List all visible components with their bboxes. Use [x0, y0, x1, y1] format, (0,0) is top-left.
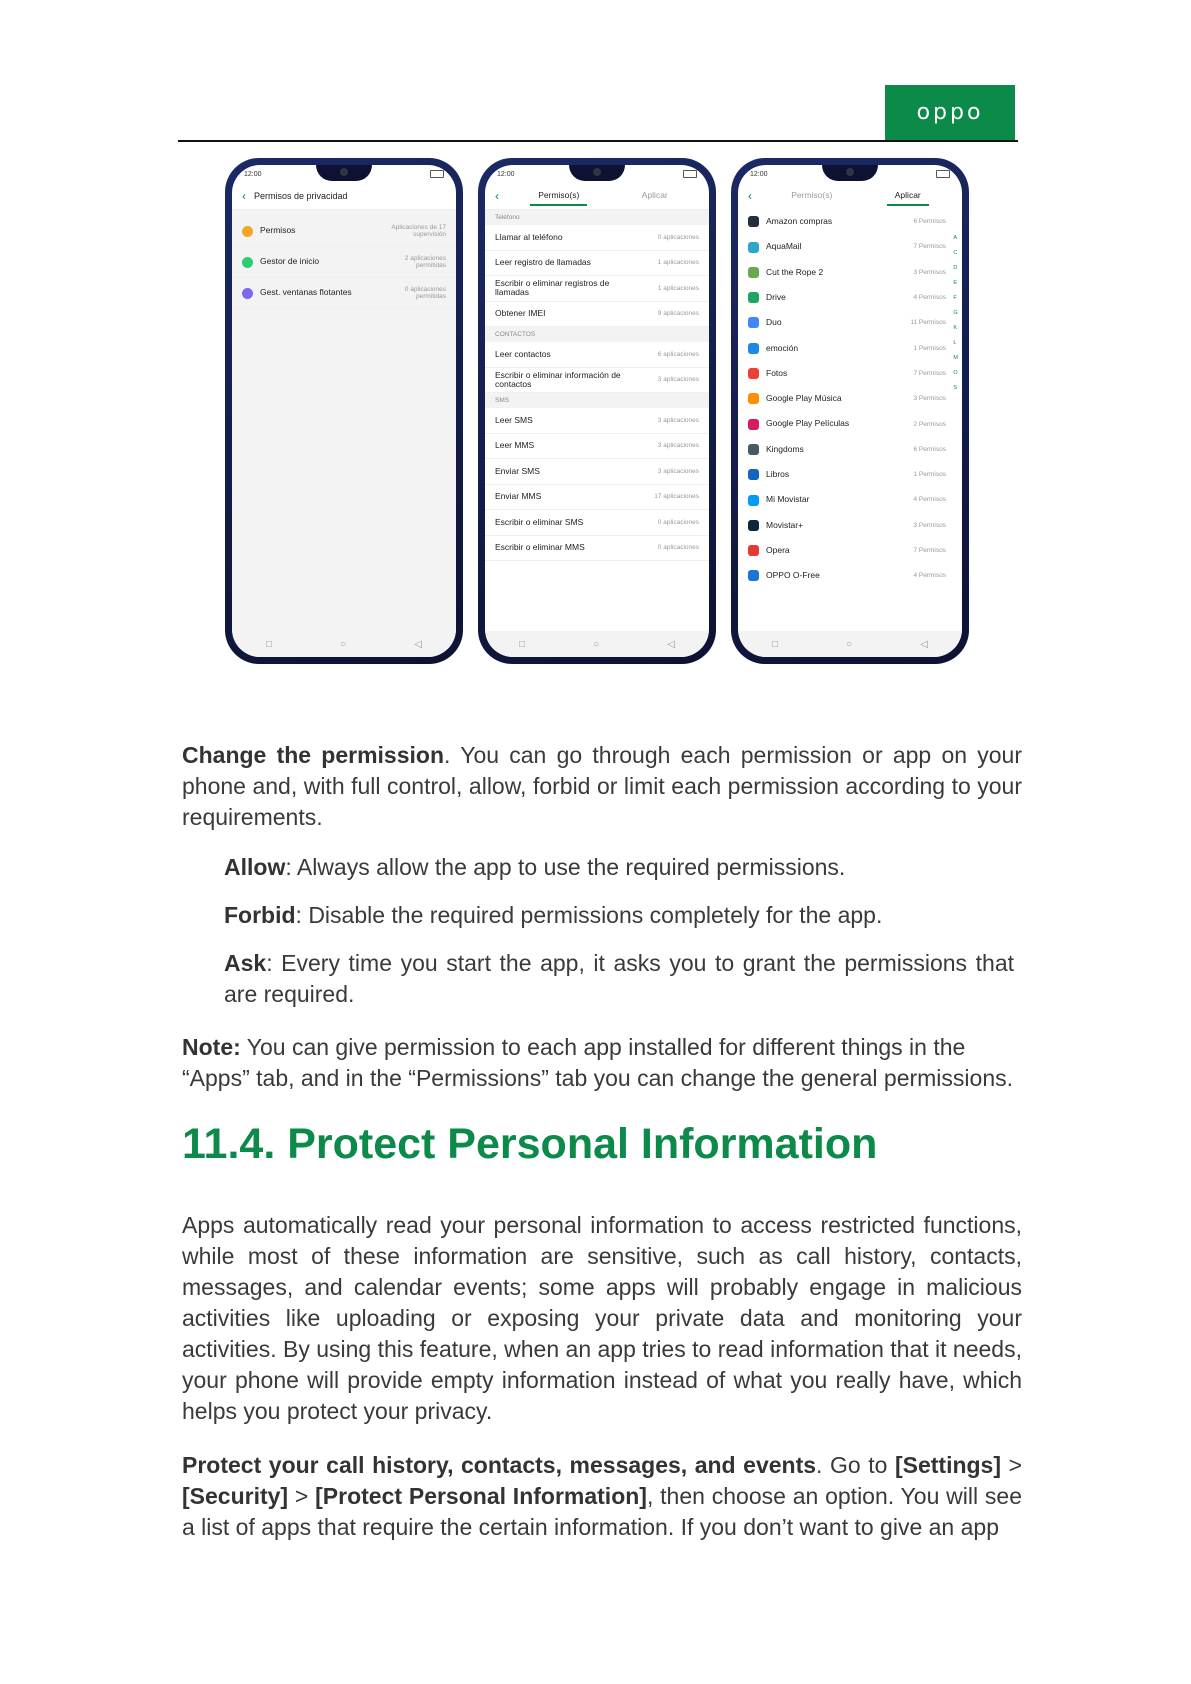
permission-row[interactable] — [485, 251, 709, 277]
alphabet-letter[interactable]: L — [953, 340, 957, 346]
status-time: 12:00 — [497, 170, 515, 178]
text: : Disable the required permissions completely for the app. — [295, 902, 883, 928]
app-icon — [748, 267, 759, 278]
app-row[interactable] — [738, 361, 962, 386]
page-title: Permisos de privacidad — [254, 191, 348, 201]
app-row[interactable] — [738, 513, 962, 538]
back-arrow-icon[interactable]: ‹ — [748, 189, 752, 203]
permission-row[interactable] — [485, 510, 709, 536]
title-bar — [232, 183, 456, 210]
app-row[interactable] — [738, 335, 962, 360]
phone-permission-list — [478, 158, 716, 664]
category-icon — [242, 257, 253, 268]
permission-count: 0 aplicaciones — [657, 544, 699, 552]
paragraph-change-permission — [182, 740, 1022, 833]
alphabet-letter[interactable]: M — [953, 355, 958, 361]
paragraph-ask — [224, 948, 1014, 1010]
app-icon — [748, 520, 759, 531]
app-icon — [748, 444, 759, 455]
app-permission-count: 6 Permisos — [913, 445, 946, 453]
app-label-wrap — [748, 520, 803, 531]
section-header: Teléfono — [485, 210, 709, 225]
app-name: Duo — [766, 317, 782, 328]
text: , then choose an option. You will see a list of apps that require the certain information. If you don’t want to give an app — [182, 1483, 1022, 1540]
paragraph-note — [182, 1032, 1022, 1094]
alphabet-letter[interactable]: G — [953, 310, 958, 316]
app-label-wrap — [748, 368, 787, 379]
app-row[interactable] — [738, 462, 962, 487]
app-row[interactable] — [738, 411, 962, 436]
term: Change the permission — [182, 742, 445, 768]
app-permission-count: 3 Permisos — [913, 521, 946, 529]
app-permission-count: 11 Permisos — [910, 319, 946, 327]
app-label-wrap — [748, 393, 842, 404]
permission-label: Leer MMS — [495, 440, 535, 451]
app-icon — [748, 343, 759, 354]
app-row[interactable] — [738, 437, 962, 462]
app-icon — [748, 419, 759, 430]
permission-label: Llamar al teléfono — [495, 231, 563, 242]
permission-count: 6 aplicaciones — [657, 350, 699, 358]
app-icon — [748, 469, 759, 480]
app-permission-count: 7 Permisos — [913, 369, 946, 377]
app-row[interactable] — [738, 487, 962, 512]
app-icon — [748, 495, 759, 506]
permission-category-row[interactable] — [232, 278, 456, 309]
permission-row[interactable] — [485, 302, 709, 328]
app-permission-count: 6 Permisos — [913, 218, 946, 226]
permission-label: Leer SMS — [495, 414, 533, 425]
app-row[interactable] — [738, 538, 962, 563]
battery-icon — [683, 170, 697, 178]
app-icon — [748, 570, 759, 581]
tab-apps[interactable]: Aplicar — [641, 190, 668, 200]
row-meta: 0 aplicaciones permitidas — [404, 286, 446, 300]
alphabet-letter[interactable]: E — [953, 280, 958, 286]
app-permission-count: 1 Permisos — [913, 344, 946, 352]
home-icon[interactable]: ○ — [340, 638, 347, 650]
app-name: Drive — [766, 291, 786, 302]
battery-icon — [430, 170, 444, 178]
back-nav-icon[interactable]: ◁ — [667, 638, 675, 650]
app-label-wrap — [748, 292, 786, 303]
recents-icon[interactable]: □ — [519, 638, 526, 650]
permission-row[interactable] — [485, 342, 709, 368]
app-row[interactable] — [738, 260, 962, 285]
permission-row[interactable] — [485, 434, 709, 460]
nav-bar — [738, 631, 962, 657]
section-heading: 11.4. Protect Personal Information — [182, 1120, 878, 1168]
row-label: Permisos — [260, 225, 296, 236]
status-time: 12:00 — [244, 170, 262, 178]
app-label-wrap — [748, 343, 798, 354]
app-permission-count: 3 Permisos — [913, 395, 946, 403]
back-arrow-icon[interactable]: ‹ — [495, 189, 499, 203]
app-icon — [748, 368, 759, 379]
camera-notch — [569, 165, 625, 181]
permission-label: Escribir o eliminar registros de llamadas — [495, 278, 610, 298]
app-name: AquaMail — [766, 241, 802, 252]
alphabet-index[interactable] — [953, 235, 958, 391]
row-label: Gest. ventanas flotantes — [260, 287, 352, 298]
app-name: Google Play Música — [766, 393, 842, 404]
app-row[interactable] — [738, 563, 962, 588]
nav-bar — [232, 631, 456, 657]
permission-row[interactable] — [485, 408, 709, 434]
app-label-wrap — [748, 267, 823, 278]
term: Ask — [224, 950, 267, 976]
app-permission-count: 1 Permisos — [913, 471, 946, 479]
permission-category-row[interactable] — [232, 216, 456, 247]
phone-app-list — [731, 158, 969, 664]
app-name: Libros — [766, 468, 790, 479]
back-arrow-icon[interactable]: ‹ — [242, 189, 246, 203]
home-icon[interactable]: ○ — [846, 638, 853, 650]
alphabet-letter[interactable]: S — [953, 385, 958, 391]
nav-bar — [485, 631, 709, 657]
alphabet-letter[interactable]: A — [953, 235, 958, 241]
app-name: Amazon compras — [766, 216, 833, 227]
back-nav-icon[interactable]: ◁ — [920, 638, 928, 650]
app-name: Kingdoms — [766, 443, 804, 454]
menu-path: [Protect Personal Information] — [315, 1483, 647, 1509]
permission-label: Enviar SMS — [495, 465, 540, 476]
app-name: OPPO O-Free — [766, 570, 820, 581]
paragraph-forbid — [224, 900, 1014, 931]
row-label-wrap — [242, 287, 352, 298]
permission-count: 3 aplicaciones — [657, 442, 699, 450]
app-icon — [748, 393, 759, 404]
permission-label: Escribir o eliminar MMS — [495, 542, 585, 553]
app-row[interactable] — [738, 209, 962, 234]
app-row[interactable] — [738, 234, 962, 259]
app-label-wrap — [748, 570, 820, 581]
section-header: CONTACTOS — [485, 327, 709, 342]
paragraph-allow — [224, 852, 1014, 883]
permission-label: Escribir o eliminar información de contactos — [495, 369, 621, 389]
permission-row[interactable] — [485, 536, 709, 562]
term: Note: — [182, 1034, 241, 1060]
row-meta: Aplicaciones de 17 supervisión — [391, 224, 446, 238]
permission-row[interactable] — [485, 485, 709, 511]
camera-notch — [316, 165, 372, 181]
app-name: Movistar+ — [766, 519, 804, 530]
oppo-logo: oppo — [885, 85, 1015, 140]
category-icon — [242, 288, 253, 299]
category-icon — [242, 226, 253, 237]
text: . You can go through each permission or app on your phone and, with full control, allow, forbid or limit each permission according to your requirements. — [182, 742, 1023, 830]
text: You can give permission to each app installed for different things in the “Apps” tab, and in the “Permissions” tab you can change the general permissions. — [182, 1034, 1013, 1091]
app-permission-count: 7 Permisos — [913, 243, 946, 251]
app-name: emoción — [766, 342, 799, 353]
app-permission-count: 2 Permisos — [913, 420, 946, 428]
tab-permissions[interactable]: Permiso(s) — [791, 190, 833, 200]
term: Protect your call history, contacts, messages, and events — [182, 1452, 817, 1478]
app-icon — [748, 545, 759, 556]
app-label-wrap — [748, 216, 832, 227]
battery-icon — [936, 170, 950, 178]
header-divider — [178, 140, 1018, 142]
permission-row[interactable] — [485, 225, 709, 251]
row-label: Gestor de inicio — [260, 256, 320, 267]
permission-label: Leer registro de llamadas — [495, 257, 591, 268]
permission-category-row[interactable] — [232, 247, 456, 278]
permission-count: 17 aplicaciones — [654, 493, 699, 501]
app-name: Google Play Películas — [766, 418, 850, 429]
tab-apps[interactable]: Aplicar — [887, 186, 929, 206]
row-label-wrap — [242, 256, 319, 267]
menu-path: [Security] — [182, 1483, 289, 1509]
app-name: Opera — [766, 544, 790, 555]
app-name: Cut the Rope 2 — [766, 266, 824, 277]
phone-privacy-permissions — [225, 158, 463, 664]
paragraph-protect — [182, 1450, 1022, 1543]
alphabet-letter[interactable]: K — [953, 325, 958, 331]
app-label-wrap — [748, 418, 849, 429]
app-row[interactable] — [738, 386, 962, 411]
permission-row[interactable] — [485, 276, 709, 302]
alphabet-letter[interactable]: C — [953, 250, 958, 256]
app-row[interactable] — [738, 310, 962, 335]
app-permission-count: 4 Permisos — [913, 572, 946, 580]
section-header: SMS — [485, 393, 709, 408]
permission-label: Enviar MMS — [495, 491, 542, 502]
app-permission-count: 4 Permisos — [913, 294, 946, 302]
menu-path: [Settings] — [894, 1452, 1002, 1478]
row-label-wrap — [242, 225, 295, 236]
term: Forbid — [224, 902, 296, 928]
app-label-wrap — [748, 241, 801, 252]
title-bar — [485, 183, 709, 210]
home-icon[interactable]: ○ — [593, 638, 600, 650]
tab-permissions[interactable]: Permiso(s) — [530, 186, 587, 206]
permission-label: Leer contactos — [495, 348, 551, 359]
text: : Every time you start the app, it asks you to grant the permissions that are required. — [224, 950, 1014, 1007]
permission-count: 9 aplicaciones — [657, 310, 699, 318]
permission-count: 0 aplicaciones — [657, 233, 699, 241]
alphabet-letter[interactable]: D — [953, 265, 958, 271]
permission-count: 0 aplicaciones — [657, 518, 699, 526]
app-permission-count: 4 Permisos — [913, 496, 946, 504]
permission-label: Obtener IMEI — [495, 308, 546, 319]
permission-count: 3 aplicaciones — [657, 416, 699, 424]
alphabet-letter[interactable]: F — [953, 295, 957, 301]
camera-notch — [822, 165, 878, 181]
recents-icon[interactable]: □ — [772, 638, 779, 650]
app-label-wrap — [748, 469, 789, 480]
permission-count: 1 aplicaciones — [657, 259, 699, 267]
text: : Always allow the app to use the required permissions. — [285, 854, 846, 880]
app-icon — [748, 317, 759, 328]
text: > — [288, 1483, 316, 1509]
permission-row[interactable] — [485, 368, 709, 394]
app-label-wrap — [748, 494, 809, 505]
alphabet-letter[interactable]: O — [953, 370, 958, 376]
permission-count: 1 aplicaciones — [657, 284, 699, 292]
app-name: Mi Movistar — [766, 494, 810, 505]
term: Allow — [224, 854, 286, 880]
app-label-wrap — [748, 317, 782, 328]
app-icon — [748, 216, 759, 227]
app-label-wrap — [748, 545, 790, 556]
title-bar — [738, 183, 962, 209]
paragraph-intro: Apps automatically read your personal information to access restricted functions, while most of these information are sensitive, such as call history, contacts, messages, and calendar events; some apps will probably engage in malicious activities like uploading or exposing your private data and monitoring your activities. By using this feature, when an app tries to read information that it needs, your phone will provide empty information instead of what you really have, which helps you protect your privacy. — [182, 1212, 1022, 1424]
permission-row[interactable] — [485, 459, 709, 485]
permission-label: Escribir o eliminar SMS — [495, 516, 584, 527]
permission-count: 3 aplicaciones — [657, 467, 699, 475]
back-nav-icon[interactable]: ◁ — [414, 638, 422, 650]
permission-count: 3 aplicaciones — [657, 376, 699, 384]
app-label-wrap — [748, 444, 804, 455]
app-row[interactable] — [738, 285, 962, 310]
app-icon — [748, 292, 759, 303]
row-meta: 2 aplicaciones permitidas — [404, 255, 446, 269]
app-permission-count: 3 Permisos — [913, 268, 946, 276]
app-name: Fotos — [766, 367, 788, 378]
status-time: 12:00 — [750, 170, 768, 178]
recents-icon[interactable]: □ — [266, 638, 273, 650]
text: > — [1001, 1452, 1022, 1478]
app-icon — [748, 242, 759, 253]
text: . Go to — [816, 1452, 895, 1478]
app-permission-count: 7 Permisos — [913, 547, 946, 554]
